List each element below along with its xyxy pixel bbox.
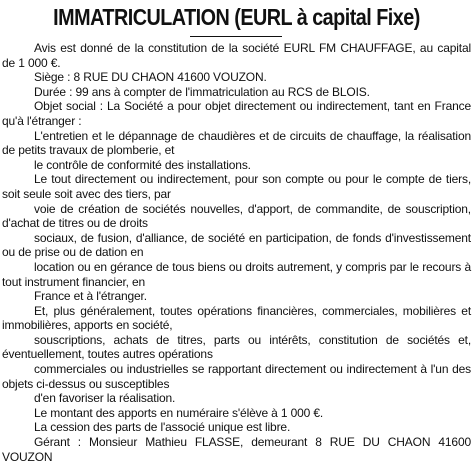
notice-body (2, 41, 471, 464)
paragraph-apports: Le montant des apports en numéraire s'élève à 1 000 €. (34, 405, 324, 420)
paragraph-realisation: d'en favoriser la réalisation. (34, 391, 176, 406)
paragraph-gerant: Gérant : Monsieur Mathieu FLASSE, demeurant 8 RUE DU CHAON 41600 VOUZON (2, 435, 471, 464)
paragraph-location: location ou en gérance de tous biens ou droits autrement, y compris par le recours à tout instrument financier, en (2, 259, 471, 289)
paragraph-souscriptions: souscriptions, achats de titres, parts ou intérêts, constitution de sociétés et, éventuellement, toutes autres opérations (2, 332, 471, 362)
title-underline (190, 36, 282, 37)
paragraph-sociaux: sociaux, de fusion, d'alliance, de société en participation, de fonds d'investissement ou de prise ou de dation en (2, 230, 471, 260)
paragraph-constitution: Avis est donné de la constitution de la société EURL FM CHAUFFAGE, au capital de 1 000 €. (2, 41, 471, 70)
paragraph-cession: La cession des parts de l'associé unique est libre. (34, 420, 291, 435)
paragraph-voie-creation: voie de création de sociétés nouvelles, d'apport, de commandite, de souscription, d'achat de titres ou de droits (2, 201, 471, 231)
paragraph-entretien: L'entretien et le dépannage de chaudières et de circuits de chauffage, la réalisation de petits travaux de plomberie, et (2, 128, 471, 158)
paragraph-siege: Siège : 8 RUE DU CHAON 41600 VOUZON. (34, 70, 267, 85)
paragraph-controle: le contrôle de conformité des installations. (34, 157, 251, 172)
notice-title: IMMATRICULATION (EURL à capital Fixe) (53, 4, 420, 30)
paragraph-objet-social: Objet social : La Société a pour objet directement ou indirectement, tant en France qu'à l'étranger : (2, 99, 471, 128)
paragraph-operations: Et, plus généralement, toutes opérations financières, commerciales, mobilières et immobilières, apports en société, (2, 303, 471, 333)
paragraph-france: France et à l'étranger. (34, 289, 147, 304)
paragraph-duree: Durée : 99 ans à compter de l'immatriculation au RCS de BLOIS. (34, 84, 370, 99)
paragraph-commerciales: commerciales ou industrielles se rapportant directement ou indirectement à l'un des objets ci-dessus ou susceptibles (2, 362, 471, 391)
paragraph-le-tout: Le tout directement ou indirectement, pour son compte ou pour le compte de tiers, soit seule soit avec des tiers, par (2, 172, 471, 201)
